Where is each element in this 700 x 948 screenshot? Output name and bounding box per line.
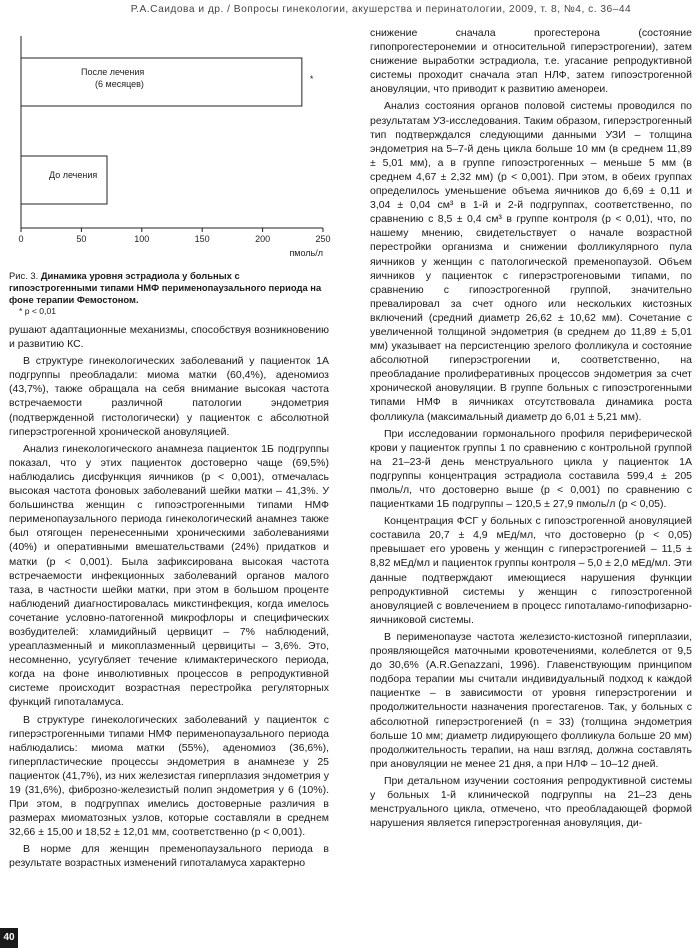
bar [21, 156, 107, 204]
paragraph: рушают адаптационные механизмы, способствуя возникновению и развитию КС. [9, 324, 329, 351]
paragraph: Концентрация ФСГ у больных с гипоэстрогенной ановуляцией составила 20,7 ± 4,9 мЕд/мл, что достоверно (p < 0,05) превышает его уровень у женщин с гиперэстрогенией – 11,5 ± 8,82 мЕд/мл и пациенток группы контроля – 5,0 ± 2,0 мЕд/мл. Эти данные подтверждают имеющиеся нарушения функции репродуктивной системы у женщин с гипоэстрогенной ановуляцией с вовлечением в процесс гипоталамо-гипофизарно-яичниковой системы. [370, 515, 692, 626]
paragraph: При исследовании гормонального профиля периферической крови у пациенток группы 1 по сравнению с контрольной группой на 21–23-й день менструального цикла у пациенток 1А подгруппы концентрация эстрадиола составила 599,4 ± 205 пмоль/л, что достоверно выше (p < 0,001) по сравнению с пациентками 1Б подгруппы – 120,5 ± 27,9 пмоль/л (p < 0,05). [370, 427, 692, 511]
figure-title: Динамика уровня эстрадиола у больных с гипоэстрогенными типами НМФ перименопаузального периода на фоне терапии Фемостоном. [9, 270, 322, 305]
paragraph: Анализ гинекологического анамнеза пациенток 1Б подгруппы показал, что у этих пациенток достоверно чаще (69,5%) наблюдались дисфункция яичников (p < 0,001), отмечалась высокая частота фоновых заболеваний шейки матки – 41,3%. У большинства женщин с гипоэстрогенными типами НМФ перименопаузального периода гинекологический анамнез также был отягощен перенесенными хроническими заболеваниями (40%) и оперативными вмешательствами (24%) придатков и матки (p < 0,001). Была зафиксирована высокая частота встречаемости инфекционных заболеваний органов малого таза, в частности шейки матки, при этом в большом проценте наблюдений диагностировалась микстинфекция, когда имелось сочетание условно-патогенной микрофлоры и специфических возбудителей: хламидийный цервицит – 7% наблюдений, уреаплазменный и микоплазменный цервициты – 3,6%. Это, несомненно, усугубляет течение климактерического периода, когда на фоне инволютивных процессов в репродуктивной системе происходит возрастная перестройка регуляторных функций гипоталамуса. [9, 442, 329, 709]
right-column [370, 26, 692, 833]
paragraph: В структуре гинекологических заболеваний у пациенток 1А подгруппы преобладали: миома матки (60,4%), аденомиоз (43,7%), также обращала на себя внимание высокая частота встречаемости различной патологии эндометрия (подтвержденной гистологически) у пациенток с абсолютной гиперэстрогенной хронической ановуляцией. [9, 355, 329, 438]
x-tick-label: 0 [18, 234, 24, 244]
bar-label: До лечения [49, 170, 98, 180]
figure-label: Рис. 3. [9, 270, 39, 281]
x-tick-label: 250 [315, 234, 331, 244]
estradiol-chart [9, 32, 329, 268]
paragraph: В перименопаузе частота железисто-кистозной гиперплазии, проявляющейся маточными кровотечениями, колеблется от 9,5 до 30,6% (A.R.Genazzani, 1996). Главенствующим принципом подбора терапии мы считали индивидуальный подход к каждой пациентке – в зависимости от уровня гиперэстрогении и продолжительности назначения прогестагенов. Так, у больных с абсолютной гиперэстрогенией (n = 33) (толщина эндометрия больше 10 мм; диаметр лидирующего фолликула больше 20 мм) продолжительность терапии, на наш взгляд, должна составлять при ановуляции не менее 21 дня, а при НЛФ – 10–12 дней. [370, 630, 692, 770]
paragraph: При детальном изучении состояния репродуктивной системы у больных 1-й клинической подгруппы на 21–23 день менструального цикла, отмечено, что преобладающей формой нарушения является гиперэстрогенная ановуляция, ди- [370, 774, 692, 830]
significance-marker: * [309, 74, 314, 84]
figure-caption [9, 270, 329, 306]
x-tick-label: 200 [255, 234, 271, 244]
figure-footnote: * p < 0,01 [19, 306, 57, 316]
bar [21, 58, 302, 106]
x-tick-label: 150 [194, 234, 210, 244]
x-tick-label: 100 [134, 234, 150, 244]
paragraph: снижение сначала прогестерона (состояние гипопрогестеронемии и относительной гиперэстрогении), затем снижение выработки эстрадиола, т.е. угасание репродуктивной системы проходит сначала этап НЛФ, затем гипоэстрогенной ановуляции, что приводит к развитию аменореи. [370, 27, 692, 96]
x-tick-label: 50 [76, 234, 87, 244]
running-header: Р.А.Саидова и др. / Вопросы гинекологии, акушерства и перинатологии, 2009, т. 8, №4, с. 36–44 [130, 4, 632, 15]
paragraph: В структуре гинекологических заболеваний у пациенток с гиперэстрогенными типами НМФ перименопаузального периода наблюдались: миома матки (55%), аденомиоз (36,6%), гиперпластические процессы эндометрия в анамнезе у 25 пациенток (41,7%), из них железистая гиперплазия эндометрия у 19 (31,6%), фиброзно-железистый полип эндометрия у 6 (10%). При этом, в подгруппах имелись достоверные различия в размерах миоматозных узлов, которые составляли в среднем 32,66 ± 15,00 и 18,52 ± 12,01 мм, соответственно (p < 0,001). [9, 713, 329, 839]
bar-label: (6 месяцев) [95, 79, 144, 89]
x-axis-label: пмоль/л [289, 248, 323, 258]
bar-label: После лечения [81, 67, 145, 77]
left-column [9, 32, 329, 874]
estradiol-chart-svg [9, 32, 329, 268]
paragraph: В норме для женщин пременопаузального периода в результате возрастных изменений гипоталамуса характерно [9, 843, 329, 870]
paragraph: Анализ состояния органов половой системы проводился по результатам УЗ-исследования. Таким образом, гиперэстрогенный тип подтверждался следующими данными УЗИ – толщина эндометрия на 5–7-й день цикла больше 10 мм (в среднем 11,89 ± 5,01 мм), а в группе гипоэстрогенных – меньше 5 мм (в среднем 4,67 ± 2,32 мм) (p < 0,001). При этом, в обеих группах определилось уменьшение объема яичников до 6,69 ± 0,11 и 3,04 ± 0,04 см³ в 1-й и 2-й подгруппах, соответственно, по сравнению с 8,5 ± 0,4 см³ в группе контроля (p < 0,01), что, по нашему мнению, свидетельствует о начале возрастной перестройки организма и снижении фолликулярного пула яичников у женщин с патологической пременопаузой. Объем яичников у пациенток с гиперэстрогеновыми типами, по сравнению с гипоэстрогенной группой, значительно превалировал за счет одного или нескольких кистозных включений (средний диаметр 26,62 ± 10,62 мм). Сочетание с увеличенной толщиной эндометрия (в среднем до 11,89 ± 5,01 мм) указывает на персистенцию зрелого фолликула и состояние абсолютной гиперэстрогении и, соответственно, на преобладание пролиферативных процессов эндометрия за счет хронической ановуляции. В группе больных с гипоэстрогенными типами НМФ в яичниках отсутствовала динамика роста фолликула (максимальный диаметр до 6,01 ± 5,21 мм). [370, 100, 692, 423]
page-number: 40 [0, 928, 18, 948]
